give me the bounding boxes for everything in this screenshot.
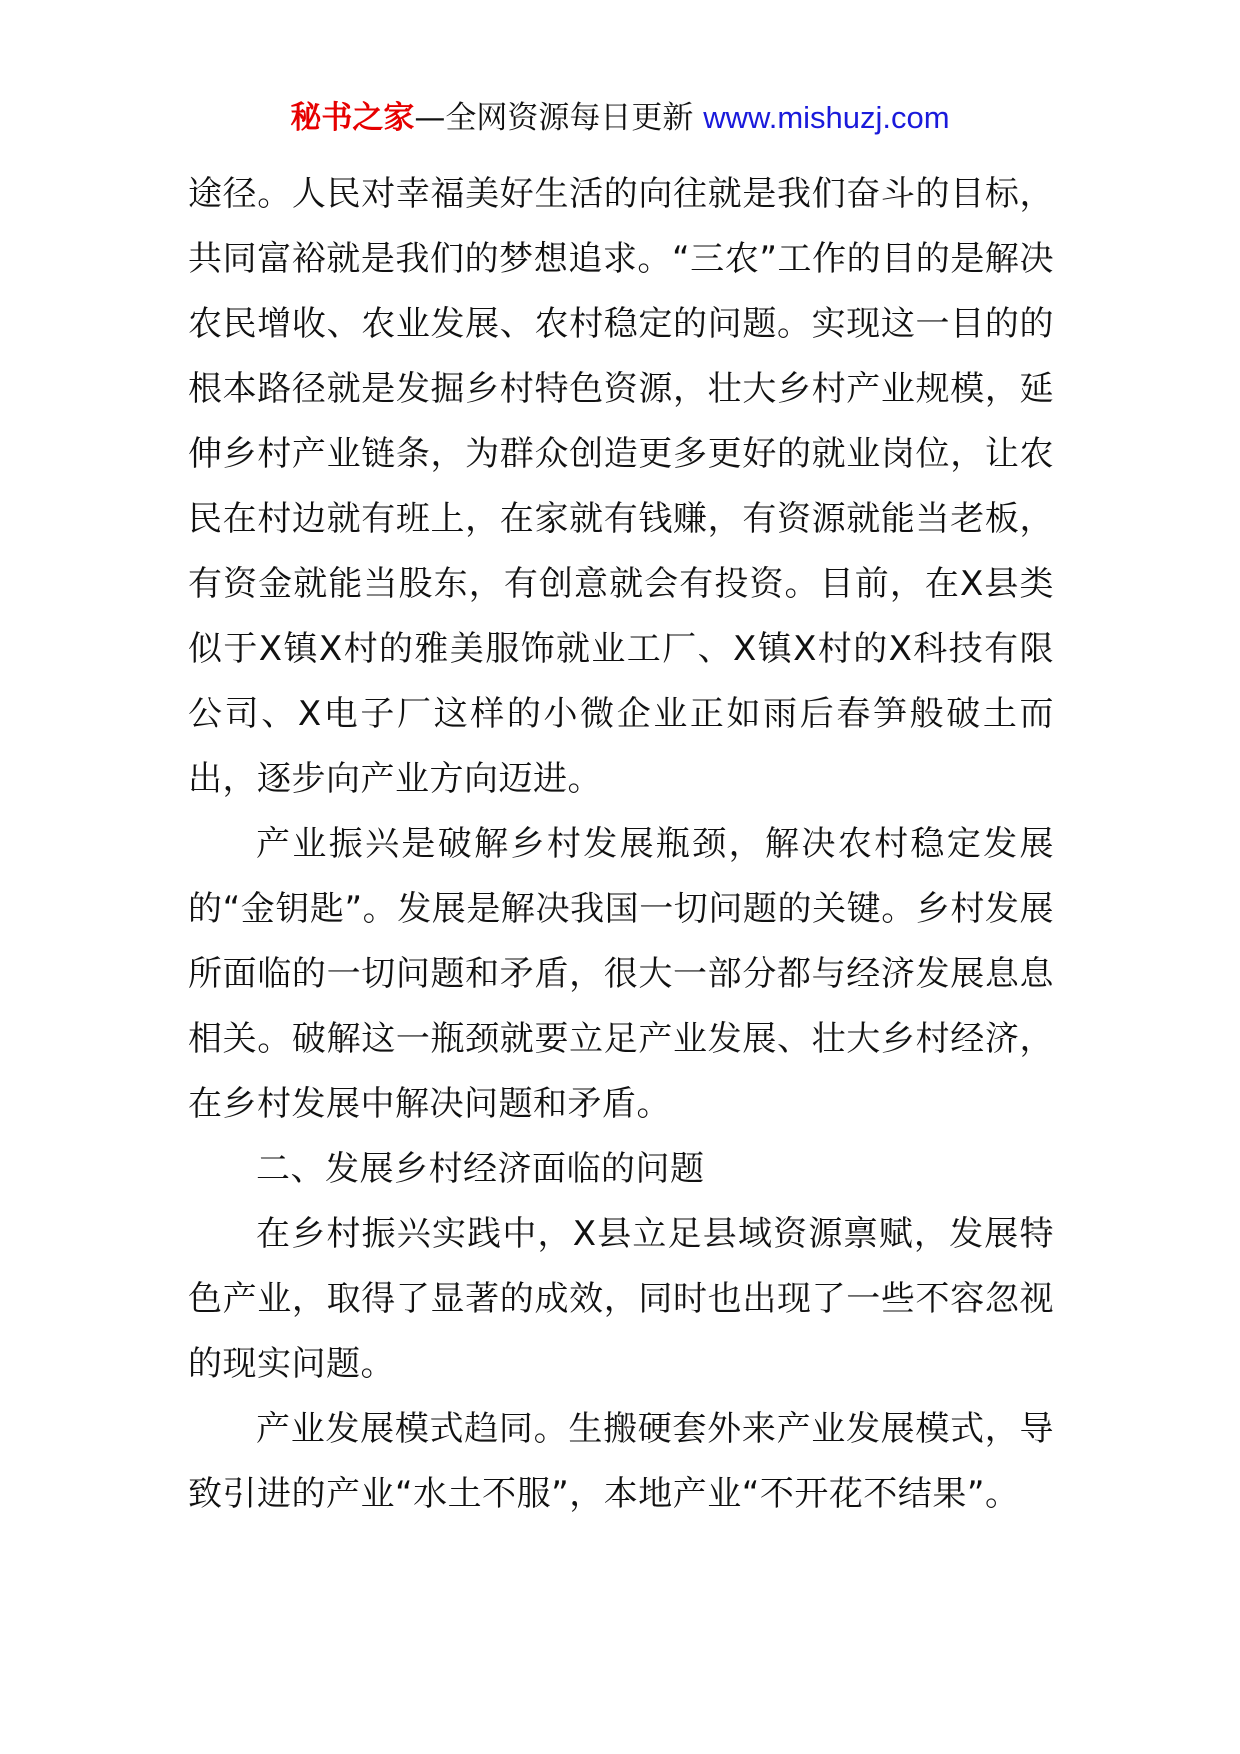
document-body bbox=[188, 162, 1054, 1527]
section-heading: 二、发展乡村经济面临的问题 bbox=[256, 1149, 705, 1189]
paragraph-continuation: 途径。人民对幸福美好生活的向往就是我们奋斗的目标，共同富裕就是我们的梦想追求。“三农”工作的目的是解决农民增收、农业发展、农村稳定的问题。实现这一目的的根本路径就是发掘乡村特色资源，壮大乡村产业规模，延伸乡村产业链条，为群众创造更多更好的就业岗位，让农民在村边就有班上，在家就有钱赚，有资源就能当老板，有资金就能当股东，有创意就会有投资。目前，在X县类似于X镇X村的雅美服饰就业工厂、X镇X村的X科技有限公司、X电子厂这样的小微企业正如雨后春笋般破土而出，逐步向产业方向迈进。 bbox=[188, 174, 1054, 799]
paragraph-convergence: 产业发展模式趋同。生搬硬套外来产业发展模式，导致引进的产业“水土不服”，本地产业“不开花不结果”。 bbox=[188, 1409, 1054, 1514]
header-brand: 秘书之家 bbox=[290, 100, 415, 136]
header-url[interactable]: www.mishuzj.com bbox=[703, 100, 950, 135]
page-header bbox=[0, 98, 1240, 138]
paragraph-practice: 在乡村振兴实践中，X县立足县域资源禀赋，发展特色产业，取得了显著的成效，同时也出现了一些不容忽视的现实问题。 bbox=[188, 1214, 1054, 1384]
header-tagline: —全网资源每日更新 bbox=[414, 100, 694, 136]
paragraph-industry-revitalization: 产业振兴是破解乡村发展瓶颈，解决农村稳定发展的“金钥匙”。发展是解决我国一切问题的关键。乡村发展所面临的一切问题和矛盾，很大一部分都与经济发展息息相关。破解这一瓶颈就要立足产业发展、壮大乡村经济，在乡村发展中解决问题和矛盾。 bbox=[188, 824, 1054, 1124]
